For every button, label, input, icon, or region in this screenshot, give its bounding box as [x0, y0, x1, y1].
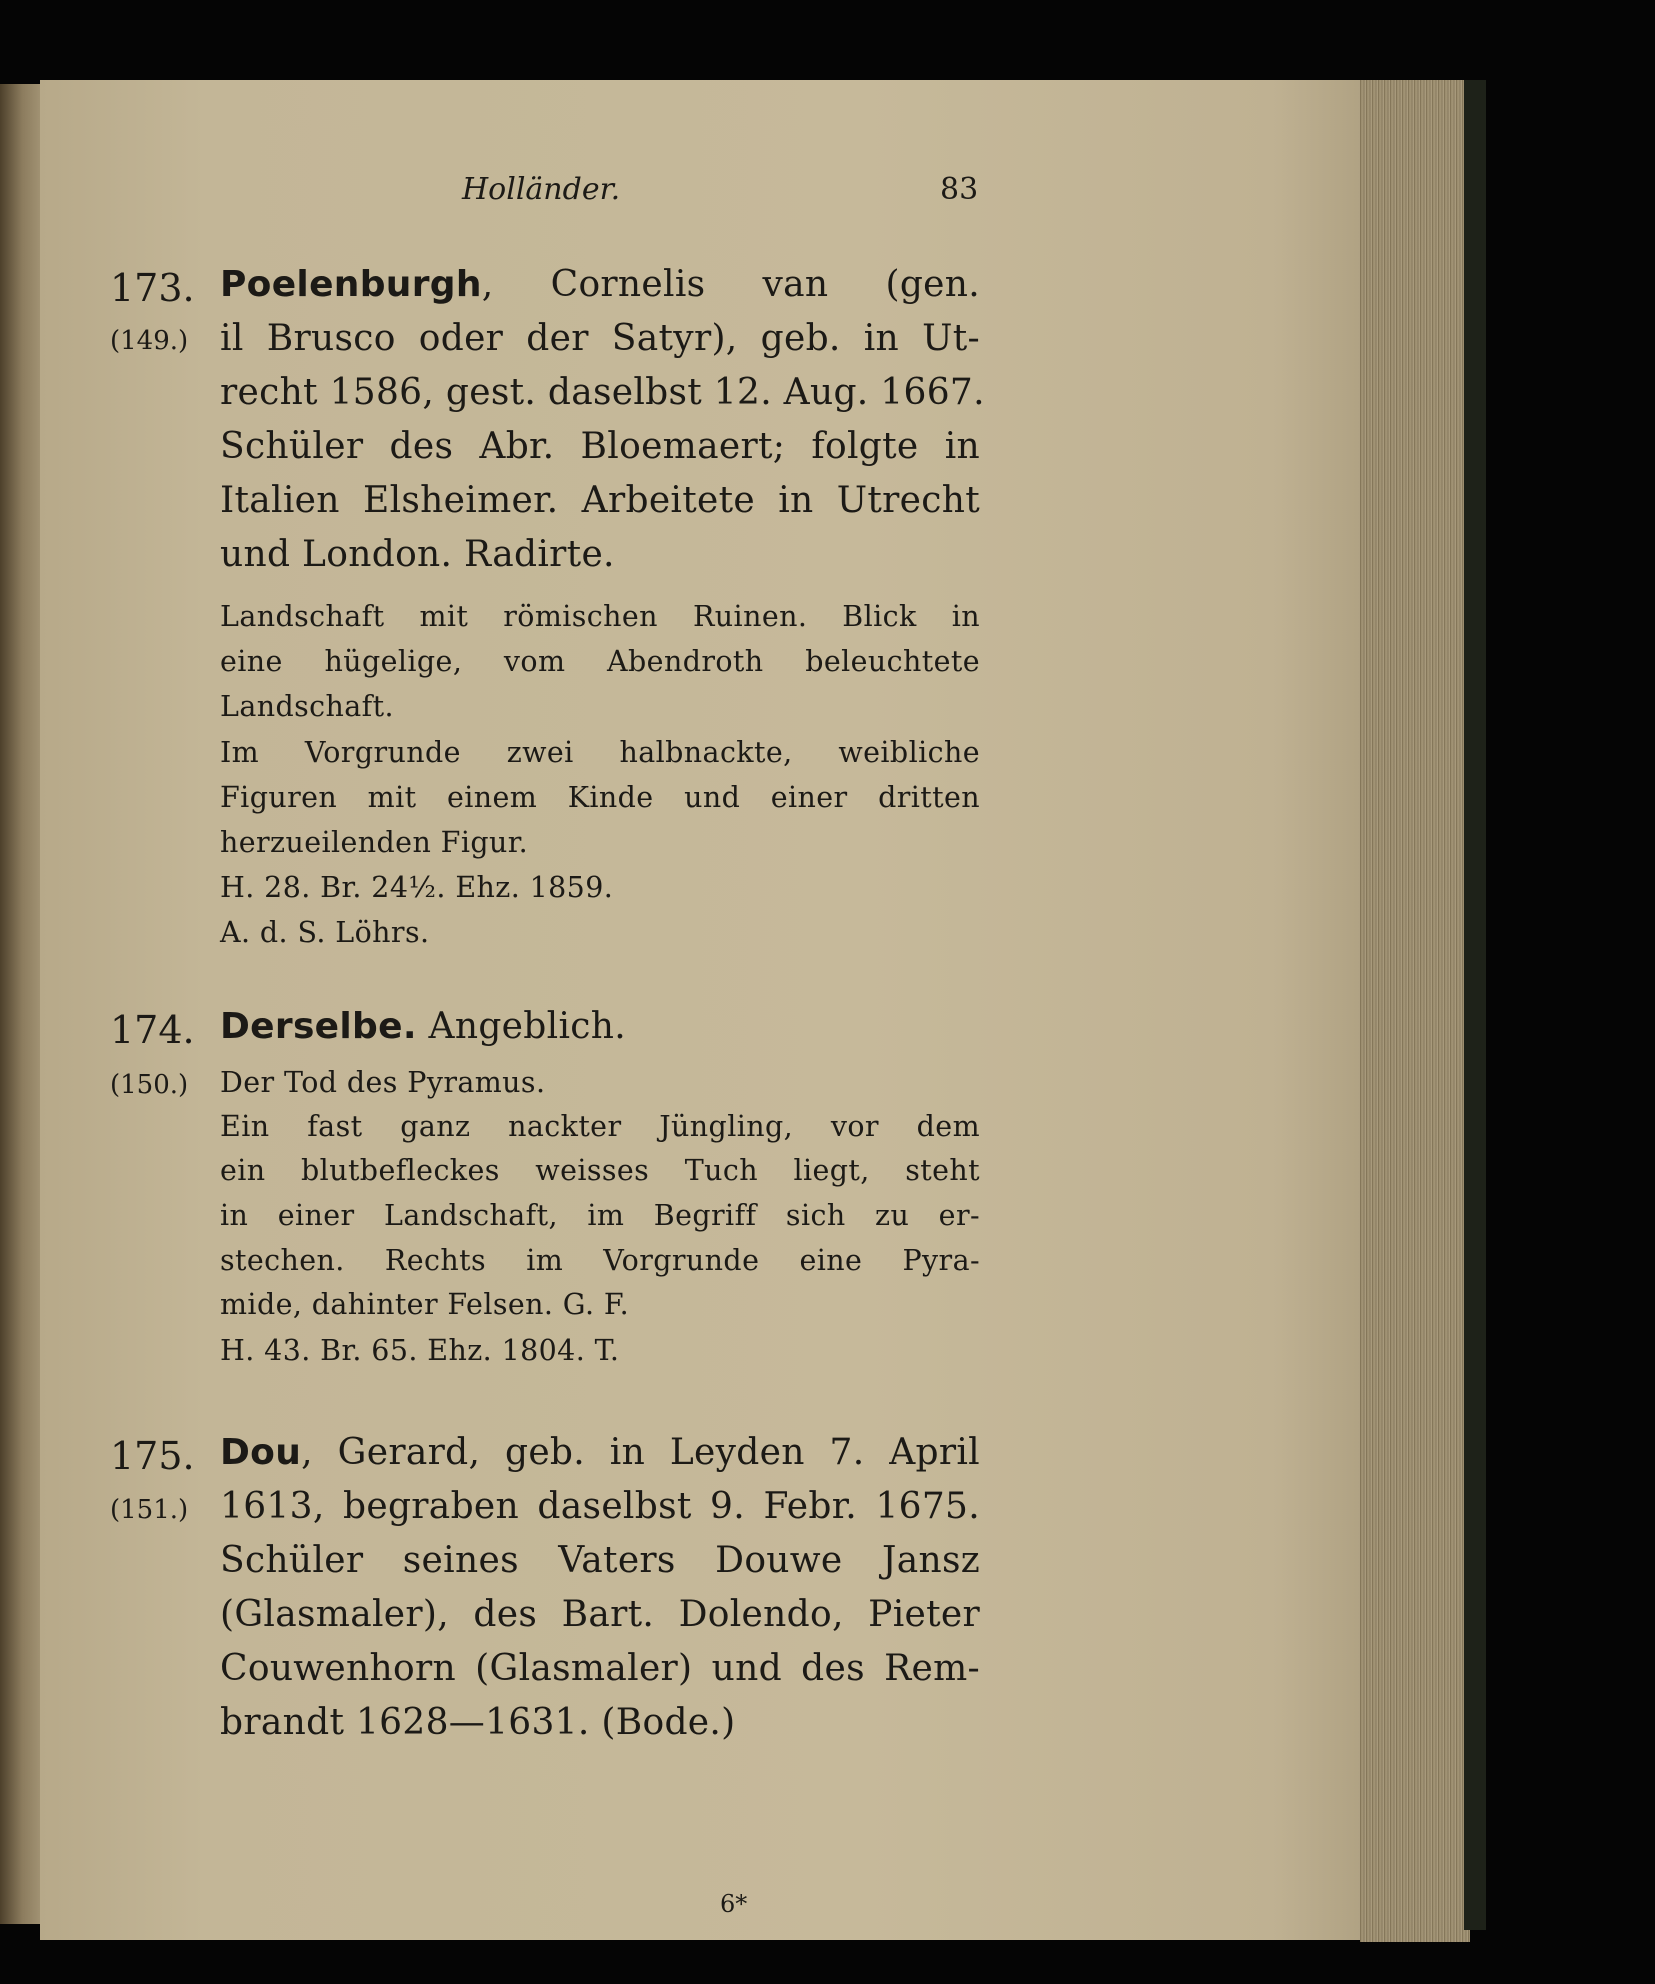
- signature-mark: 6*: [720, 1890, 748, 1918]
- bio-line: (Glasmaler), des Bart. Dolendo, Pieter: [220, 1594, 980, 1635]
- artist-name: Derselbe.: [220, 1006, 417, 1047]
- page-block-edges: [1360, 80, 1470, 1942]
- heading-text: , Gerard, geb. in Leyden 7. April: [301, 1432, 980, 1473]
- artist-name: Dou: [220, 1432, 302, 1473]
- dimensions-line: H. 28. Br. 24½. Ehz. 1859.: [220, 871, 614, 904]
- provenance-line: A. d. S. Löhrs.: [220, 916, 430, 949]
- bio-line: und London. Radirte.: [220, 534, 615, 575]
- entry-heading: [220, 264, 980, 305]
- entry-number: 174.: [110, 1008, 195, 1052]
- bio-line: Schüler des Abr. Bloemaert; folgte in: [220, 426, 980, 467]
- bio-line: brandt 1628—1631. (Bode.): [220, 1702, 736, 1743]
- catalog-reference: (149.): [110, 326, 189, 356]
- description-line: Landschaft mit römischen Ruinen. Blick in: [220, 600, 980, 633]
- artist-name: Poelenburgh: [220, 264, 482, 305]
- description-line: Im Vorgrunde zwei halbnackte, weibliche: [220, 736, 980, 769]
- description-line: Landschaft.: [220, 690, 394, 723]
- entry-heading: [220, 1432, 980, 1473]
- bio-line: 1613, begraben daselbst 9. Febr. 1675.: [220, 1486, 980, 1527]
- description-line: in einer Landschaft, im Begriff sich zu er-: [220, 1199, 980, 1232]
- description-line: Figuren mit einem Kinde und einer dritten: [220, 781, 980, 814]
- entry-number: 175.: [110, 1434, 195, 1478]
- description-line: ein blutbefleckes weisses Tuch liegt, steht: [220, 1154, 980, 1187]
- heading-text: Angeblich.: [416, 1006, 626, 1047]
- book-cover-edge: [1464, 80, 1486, 1930]
- catalog-reference: (150.): [110, 1070, 189, 1100]
- catalog-reference: (151.): [110, 1495, 189, 1525]
- bio-line: Schüler seines Vaters Douwe Jansz: [220, 1540, 980, 1581]
- description-line: mide, dahinter Felsen. G. F.: [220, 1288, 630, 1321]
- heading-text: , Cornelis van (gen.: [481, 264, 980, 305]
- dimensions-line: H. 43. Br. 65. Ehz. 1804. T.: [220, 1334, 620, 1367]
- description-line: eine hügelige, vom Abendroth beleuchtete: [220, 645, 980, 678]
- page-number: 83: [940, 172, 979, 207]
- bio-line: il Brusco oder der Satyr), geb. in Ut-: [220, 318, 980, 359]
- description-line: Der Tod des Pyramus.: [220, 1066, 546, 1099]
- description-line: stechen. Rechts im Vorgrunde eine Pyra-: [220, 1244, 980, 1277]
- description-line: herzueilenden Figur.: [220, 826, 529, 859]
- bio-line: Couwenhorn (Glasmaler) und des Rem-: [220, 1648, 980, 1689]
- entry-heading: [220, 1006, 980, 1047]
- bio-line: recht 1586, gest. daselbst 12. Aug. 1667.: [220, 372, 985, 413]
- running-title: Holländer.: [462, 172, 621, 207]
- description-line: Ein fast ganz nackter Jüngling, vor dem: [220, 1110, 980, 1143]
- bio-line: Italien Elsheimer. Arbeitete in Utrecht: [220, 480, 980, 521]
- entry-number: 173.: [110, 266, 195, 310]
